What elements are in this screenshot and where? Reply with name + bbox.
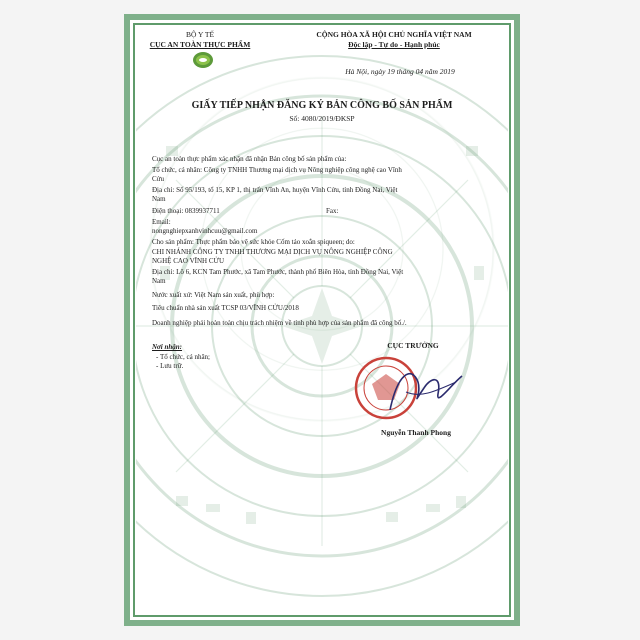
- ministry-name: BỘ Y TẾ: [185, 30, 215, 39]
- producer-address-line-1: Địa chỉ: Lô 6, KCN Tam Phước, xã Tam Phước, thành phố Biên Hòa, tỉnh Đồng Nai, Việt: [152, 268, 404, 276]
- producer-line-2: NGHỆ CAO VĨNH CỬU: [152, 257, 224, 265]
- producer-line-1: CHI NHÁNH CÔNG TY TNHH THƯƠNG MẠI DỊCH VỤ NÔNG NGHIỆP CÔNG: [152, 248, 393, 256]
- fax-label: Fax:: [326, 207, 339, 215]
- recipient-item: - Lưu trữ.: [156, 362, 184, 370]
- email-address: nongnghiepxanhvinhcuu@gmail.com: [152, 227, 258, 235]
- recipient-item: - Tổ chức, cá nhân;: [156, 353, 211, 361]
- signer-name: Nguyễn Thanh Phong: [381, 428, 451, 437]
- republic-name: CỘNG HÒA XÃ HỘI CHỦ NGHĨA VIỆT NAM: [316, 30, 472, 39]
- responsibility-text: Doanh nghiệp phải hoàn toàn chịu trách nhiệm về tính phù hợp của sản phẩm đã công bố./.: [152, 319, 407, 327]
- standard-text: Tiêu chuẩn nhà sản xuất TCSP 03/VĨNH CỬU/2018: [152, 304, 299, 312]
- product-name: Cho sản phẩm: Thực phẩm bảo vệ sức khỏe Cốm tảo xoắn spiqueen; do:: [152, 238, 355, 246]
- producer-address-line-2: Nam: [152, 277, 166, 285]
- national-motto: Độc lập - Tự do - Hạnh phúc: [348, 40, 440, 49]
- recipients-label: Nơi nhận:: [152, 343, 183, 351]
- organization-line-1: Tổ chức, cá nhân: Công ty TNHH Thương mại dịch vụ Nông nghiệp công nghệ cao Vĩnh: [152, 166, 402, 174]
- official-seal-icon: [350, 352, 470, 424]
- phone-number: Điện thoại: 0839937711: [152, 207, 220, 215]
- certificate-sheet: [124, 14, 520, 626]
- registration-number: Số: 4080/2019/ĐKSP: [289, 114, 355, 123]
- place-and-date: Hà Nội, ngày 19 tháng 04 năm 2019: [345, 67, 455, 76]
- intro-text: Cục an toàn thực phẩm xác nhận đã nhận Bản công bố sản phẩm của:: [152, 155, 347, 163]
- email-label: Email:: [152, 218, 171, 226]
- origin-text: Nước xuất xứ: Việt Nam sản xuất, phù hợp:: [152, 291, 275, 299]
- agency-logo-icon: [192, 50, 214, 70]
- address-line-2: Nam: [152, 195, 166, 203]
- organization-line-2: Cửu: [152, 175, 164, 183]
- agency-name: CỤC AN TOÀN THỰC PHẨM: [149, 40, 251, 49]
- address-line-1: Địa chỉ: Số 95/193, tổ 15, KP 1, thị trấn Vĩnh An, huyện Vĩnh Cửu, tỉnh Đồng Nai, Việt: [152, 186, 398, 194]
- signer-title: CỤC TRƯỞNG: [387, 341, 439, 350]
- document-title: GIẤY TIẾP NHẬN ĐĂNG KÝ BẢN CÔNG BỐ SẢN PHẨM: [191, 100, 453, 111]
